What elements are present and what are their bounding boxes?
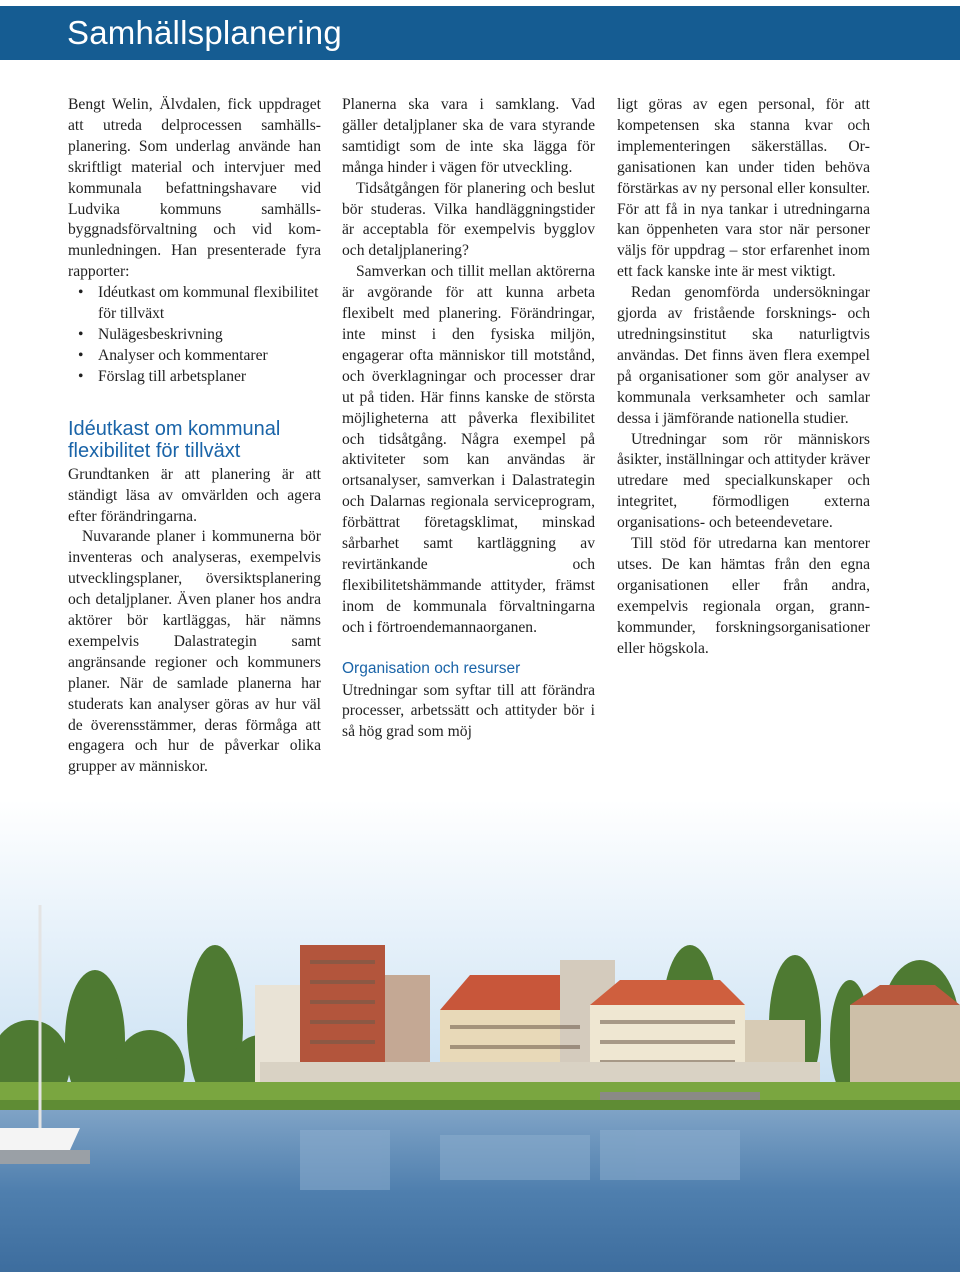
water — [0, 1110, 960, 1272]
text-column-3 — [617, 95, 870, 659]
section-heading-ideutkast: Idéutkast om kommunal flexibilitet för tillväxt — [68, 417, 281, 462]
text-column-2 — [342, 95, 595, 743]
paragraph: Till stöd för utredarna kan mentorer utses. De kan hämtas från den egna organisationen eller från andra, exempelvis regionala organ, grannkommunder, forskningsorganisationer eller högskola. — [617, 535, 870, 657]
paragraph: Tidsåtgången för planering och beslut bör studeras. Vilka handläggningstider är acceptabla för exempelvis bygglov och detaljplanering? — [342, 179, 595, 260]
pier — [600, 1092, 760, 1100]
list-item-text: Nulägesbeskrivning — [98, 325, 223, 343]
list-item — [78, 346, 321, 367]
intro-paragraph: Bengt Welin, Älvdalen, fick uppdraget att utreda delprocessen samhällsplanering. Som underlag använde han skriftligt material och intervjuer med kommunala befattningshavare vid Ludvika kommuns samhällsbyggnadsförvaltning och vid kommunledningen. Han presenterade fyra rapporter: — [68, 96, 321, 281]
list-item — [78, 367, 321, 388]
list-item-text: Förslag till arbetsplaner — [98, 367, 247, 385]
paragraph: Planerna ska vara i samklang. Vad gäller detaljplaner ska de vara styrande samtidigt som de inte ska lägga för många hinder i vägen för utveckling. — [342, 96, 595, 176]
bullet-icon: • — [78, 325, 84, 343]
page-header — [0, 6, 960, 60]
paragraph: Nuvarande planer i kommunerna bör inventeras och analyseras, exempelvis utvecklingsplaner, översiktsplanering och detaljplaner. Även planer hos andra aktörer bör kartläggas, här nämns exempelvis Dalastrategin samt angränsande regioner och kommuners planer. När de samlade planerna har studerats kan analyser göras av hur väl de överensstämmer, deras förmåga att engagera och hur de påverkar olika grupper av människor. — [68, 528, 321, 776]
paragraph: ligt göras av egen personal, för att kompetensen ska stanna kvar och implementeringen säkerställas. Organisationen kan under tiden behöva förstärkas av ny personal eller konsulter. För att få in nya tankar i utredningarna kan öppenheten vara stor när personer väljs för uppdrag – stor erfarenhet inom ett fack kanske inte är mest viktigt. — [617, 96, 870, 281]
page-title: Samhällsplanering — [67, 14, 342, 51]
list-item — [78, 283, 321, 325]
list-item-text: Analyser och kommentarer — [98, 346, 268, 364]
bullet-icon: • — [78, 367, 84, 385]
bullet-icon: • — [78, 346, 84, 364]
paragraph: Utredningar som syftar till att förändra processer, arbetssätt och attityder bör i så hög grad som möj — [342, 681, 595, 741]
paragraph: Redan genomförda undersökningar gjorda av fristående forsknings- och utredningsinstitut ska naturligtvis användas. Det finns även flera exempel på organisationer som gör analyser av kommunala verksamheter och samlar dessa i jämförande nationella studier. — [617, 284, 870, 427]
paragraph: Utredningar som rör människors åsikter, inställningar och attityder kräver utredare med specialkunskaper och integritet, förmodligen externa organisations- och beteendevetare. — [617, 430, 870, 532]
section-heading-organisation: Organisation och resurser — [342, 659, 521, 677]
bullet-icon: • — [78, 284, 84, 302]
paragraph: Grundtanken är att planering är att ständigt läsa av omvärlden och agera efter förändringarna. — [68, 465, 321, 525]
list-item — [78, 325, 321, 346]
report-list — [68, 283, 321, 388]
paragraph: Samverkan och tillit mellan aktörerna är avgörande för att kunna arbeta flexibelt med planering. Förändringar, inte minst i den fysiska miljön, engagerar ofta människor till motstånd, och överklagningar och processer drar ut på tiden. Här finns kanske de största möjligheterna att påverka flexibilitet och tidsåtgång. Några exempel på aktiviteter som kan användas är ortsanalyser, samverkan i Dalastrategin och Dalarnas regionala serviceprogram, förbättrat företagsklimat, minskad sårbarhet samt kartläggning av revirtänkande och flexibilitetshämmande attityder, främst inom de kommunala förvaltningarna och i förtroendemannaorganen. — [342, 263, 595, 636]
text-column-1 — [68, 95, 321, 778]
list-item-text: Idéutkast om kommunal flexibilitet för tillväxt — [98, 284, 319, 323]
town-waterfront-photo — [0, 800, 960, 1272]
